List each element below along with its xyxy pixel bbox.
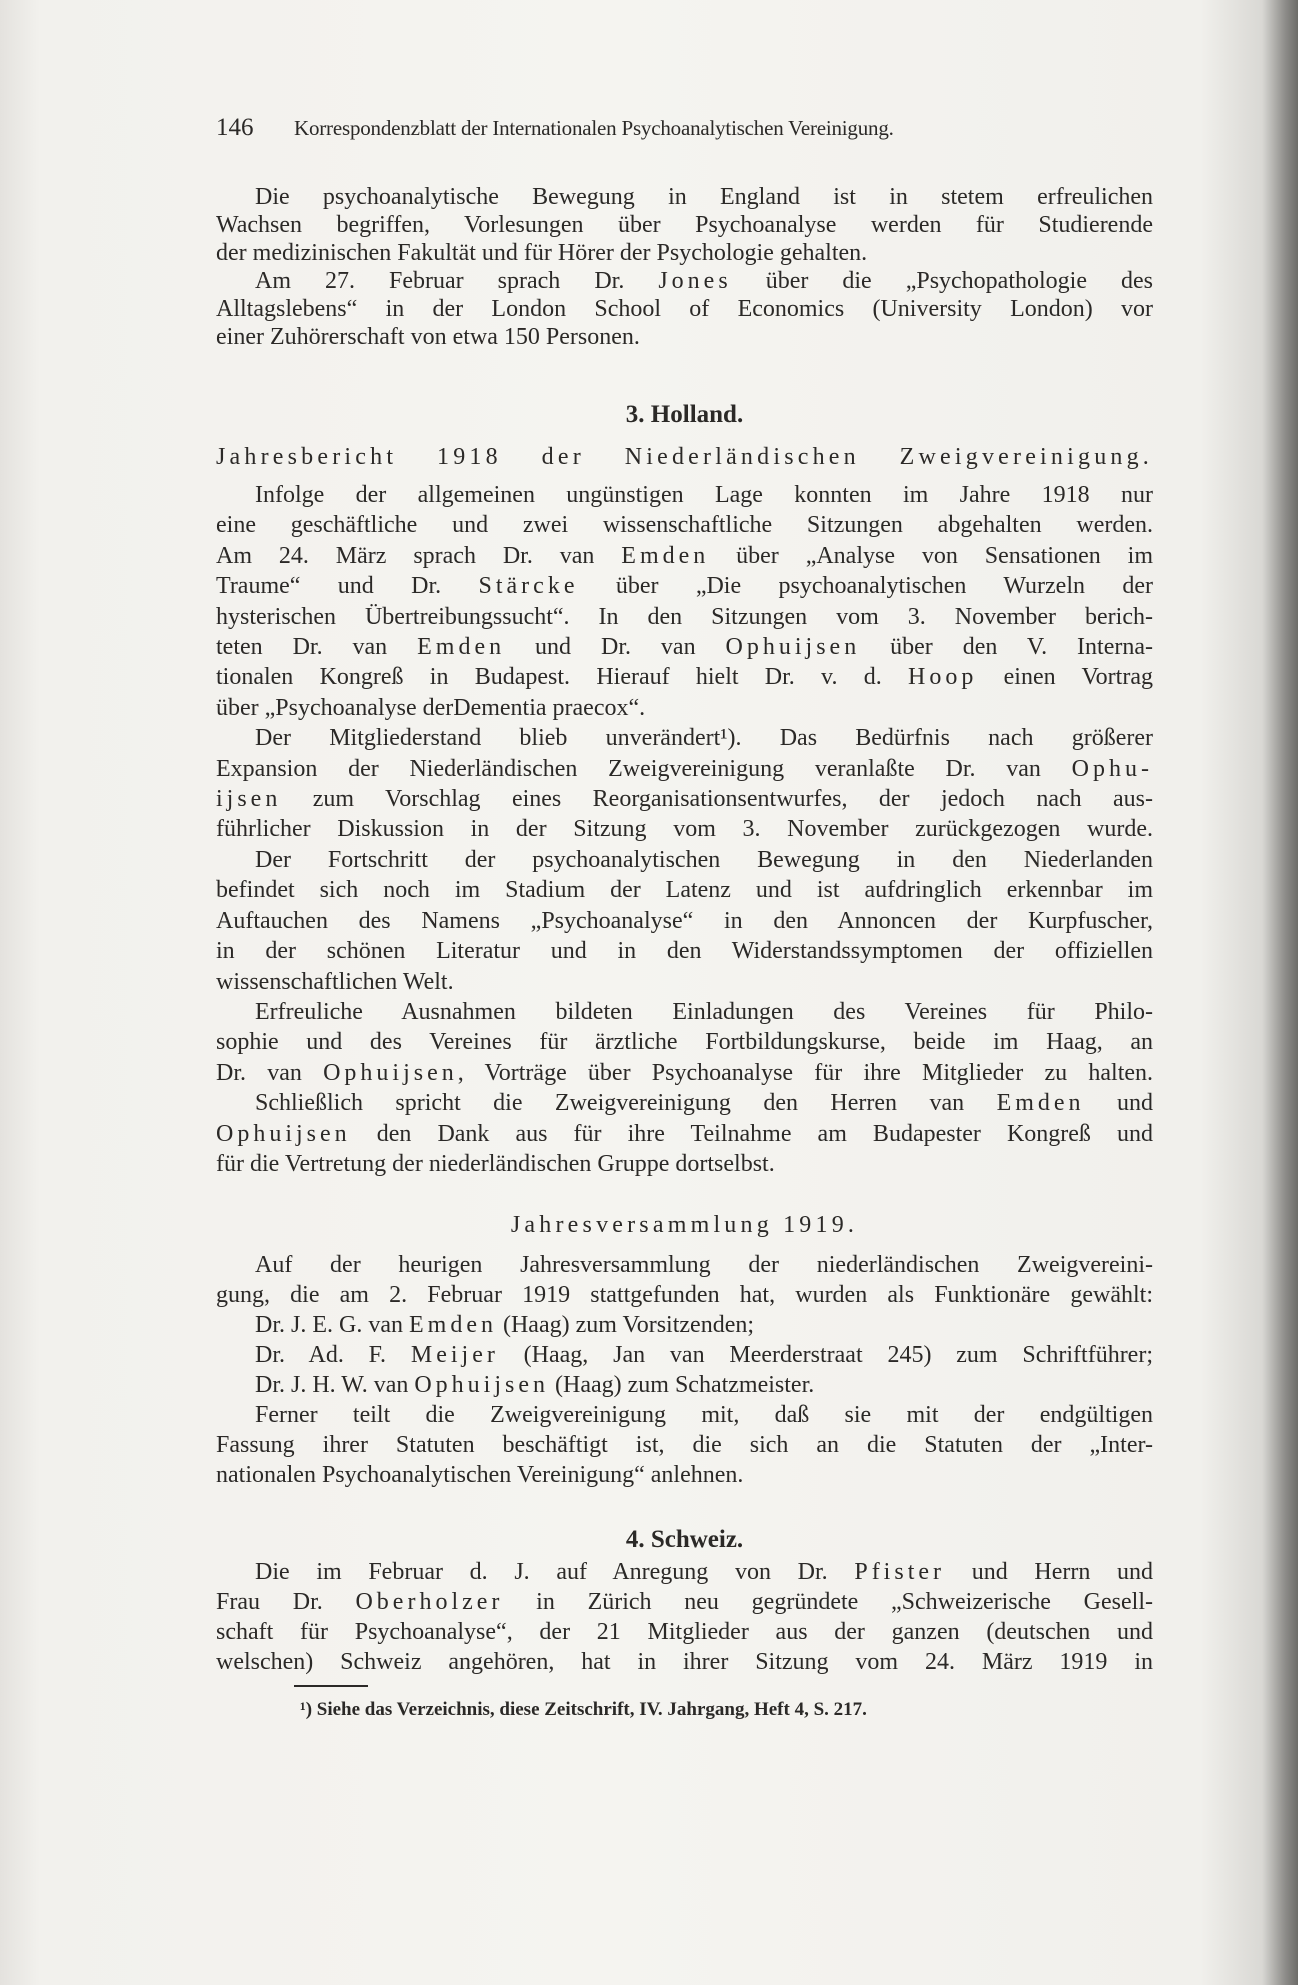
text-run: tionalen Kongreß in Budapest. Hierauf hielt Dr. v. d.: [216, 664, 909, 691]
text-run: Am 27. Februar sprach Dr.: [255, 268, 659, 294]
text-line: [216, 723, 1153, 753]
text-run: Die im Februar d. J. auf Anregung von Dr.: [255, 1559, 855, 1585]
text-line: [216, 1058, 1153, 1088]
text-run: Expansion der Niederländischen Zweigvereinigung veranlaßte Dr. van: [216, 755, 1072, 782]
section-heading-holland: 3. Holland.: [625, 401, 744, 428]
text-run: welschen) Schweiz angehören, hat in ihrer Sitzung vom 24. März 1919 in: [216, 1649, 1153, 1675]
text-run: für die Vertretung der niederländischen Gruppe dortselbst.: [216, 1150, 775, 1177]
text-line: [216, 480, 1153, 510]
spaced-name: Emden: [417, 634, 506, 661]
text-run: sophie und des Vereines für ärztliche Fortbildungskurse, beide im Haag, an: [216, 1029, 1153, 1056]
text-line: [216, 1340, 1153, 1370]
text-line: [216, 1370, 1153, 1400]
text-run: über den V. Interna-: [860, 634, 1154, 661]
text-run: hysterischen Übertreibungssucht“. In den Sitzungen vom 3. November berich-: [216, 603, 1153, 630]
text-run: über „Analyse von Sensationen im: [709, 542, 1153, 569]
text-run: führlicher Diskussion in der Sitzung vom 3. November zurückgezogen wurde.: [216, 816, 1153, 843]
text-run: zum Vorschlag eines Reorganisationsentwurfes, der jedoch nach aus-: [281, 786, 1153, 813]
text-run: (Haag) zum Schatzmeister.: [549, 1372, 815, 1398]
text-run: gung, die am 2. Februar 1919 stattgefunden hat, wurden als Funktionäre gewählt:: [216, 1282, 1153, 1308]
text-line: [216, 845, 1153, 875]
text-line: [216, 1460, 1153, 1490]
text-line: [216, 1587, 1153, 1617]
text-line: [216, 814, 1153, 844]
text-run: in der schönen Literatur und in den Widerstandssymptomen der offiziellen: [216, 938, 1153, 965]
spaced-name: Ophuijsen: [216, 1120, 351, 1147]
text-line: [216, 1027, 1153, 1057]
text-line: [216, 1617, 1153, 1647]
text-run: (Haag) zum Vorsitzenden;: [496, 1312, 755, 1338]
text-run: Auf der heurigen Jahresversammlung der niederländischen Zweigvereini-: [255, 1252, 1153, 1278]
text-line: [216, 1400, 1153, 1430]
text-line: [216, 967, 1153, 997]
spaced-name: Oberholzer: [355, 1589, 504, 1615]
text-run: einer Zuhörerschaft von etwa 150 Personen.: [216, 324, 640, 350]
text-run: nationalen Psychoanalytischen Vereinigung“ anlehnen.: [216, 1462, 744, 1488]
text-run: Infolge der allgemeinen ungünstigen Lage konnten im Jahre 1918 nur: [255, 482, 1153, 508]
text-run: eine geschäftliche und zwei wissenschaftliche Sitzungen abgehalten werden.: [216, 512, 1153, 539]
text-line: [216, 602, 1153, 632]
text-run: über „Psychoanalyse derDementia praecox“.: [216, 694, 646, 721]
text-run: und Herrn und: [945, 1559, 1154, 1585]
text-run: über „Die psychoanalytischen Wurzeln der: [578, 573, 1153, 600]
spaced-name: Stärcke: [478, 573, 579, 600]
text-line: [216, 906, 1153, 936]
text-line: [216, 510, 1153, 540]
spaced-name: Emden: [621, 542, 710, 569]
text-line: [216, 1149, 1153, 1179]
schweiz-paragraph: [216, 1557, 1153, 1677]
text-line: [216, 754, 1153, 784]
spaced-name: Ophuijsen: [323, 1059, 458, 1086]
text-line: [216, 1280, 1153, 1310]
text-run: (Haag, Jan van Meerderstraat 245) zum Schriftführer;: [498, 1342, 1153, 1368]
text-run: Dr. J. E. G. van: [255, 1312, 409, 1338]
text-line: [216, 1119, 1153, 1149]
text-run: Dr. Ad. F.: [255, 1342, 411, 1368]
text-run: Der Mitgliederstand blieb unverändert¹). Das Bedürfnis nach größerer: [255, 725, 1153, 752]
text-run: teten Dr. van: [216, 634, 418, 661]
text-run: wissenschaftlichen Welt.: [216, 968, 454, 995]
text-line: [216, 1250, 1153, 1280]
england-paragraphs: [216, 183, 1153, 351]
jahresversammlung-paragraphs: [216, 1250, 1153, 1490]
text-run: Traume“ und Dr.: [216, 573, 479, 600]
text-line: [216, 1647, 1153, 1677]
spaced-name: Ophuijsen: [725, 634, 861, 661]
text-line: [216, 632, 1153, 662]
text-run: Dr. van: [216, 1059, 324, 1086]
text-run: Am 24. März sprach Dr. van: [216, 542, 622, 569]
holland-paragraphs: [216, 480, 1153, 1179]
text-run: der medizinischen Fakultät und für Hörer der Psychologie gehalten.: [216, 240, 868, 266]
spaced-name: Pfister: [854, 1559, 946, 1585]
spaced-name: Ophuijsen: [414, 1372, 550, 1398]
text-line: [216, 1557, 1153, 1587]
running-title: Korrespondenzblatt der Internationalen Psychoanalytischen Vereinigung.: [294, 116, 894, 140]
text-line: [216, 267, 1153, 295]
text-run: den Dank aus für ihre Teilnahme am Budapester Kongreß und: [350, 1120, 1153, 1147]
text-line: [216, 1088, 1153, 1118]
subheading-jahresversammlung: Jahresversammlung 1919.: [510, 1212, 859, 1238]
text-run: Frau Dr.: [216, 1589, 356, 1615]
text-line: [216, 239, 1153, 267]
spaced-name: ijsen: [216, 786, 282, 813]
spaced-name: Jones: [658, 268, 732, 294]
text-run: Schließlich spricht die Zweigvereinigung den Herren van: [255, 1090, 997, 1117]
text-run: Fassung ihrer Statuten beschäftigt ist, die sich an die Statuten der „Inter-: [216, 1432, 1153, 1458]
text-line: [216, 784, 1153, 814]
spaced-name: Hoop: [908, 664, 978, 691]
text-run: Alltagslebens“ in der London School of Economics (University London) vor: [216, 296, 1153, 322]
text-line: [216, 211, 1153, 239]
text-line: [216, 936, 1153, 966]
text-run: schaft für Psychoanalyse“, der 21 Mitglieder aus der ganzen (deutschen und: [216, 1619, 1153, 1645]
text-line: [216, 541, 1153, 571]
section-heading-schweiz: 4. Schweiz.: [625, 1526, 744, 1553]
text-run: und Dr. van: [505, 634, 726, 661]
text-run: über die „Psychopathologie des: [731, 268, 1153, 294]
text-line: [216, 183, 1153, 211]
text-run: Wachsen begriffen, Vorlesungen über Psychoanalyse werden für Studierende: [216, 212, 1153, 238]
text-line: [216, 571, 1153, 601]
running-header: [216, 113, 1116, 143]
text-run: , Vorträge über Psychoanalyse für ihre Mitglieder zu halten.: [457, 1059, 1154, 1086]
spaced-name: Meijer: [410, 1342, 499, 1368]
text-line: [216, 1430, 1153, 1460]
text-run: Auftauchen des Namens „Psychoanalyse“ in den Annoncen der Kurpfuscher,: [216, 907, 1153, 934]
text-line: [216, 875, 1153, 905]
text-run: befindet sich noch im Stadium der Latenz und ist aufdringlich erkennbar im: [216, 877, 1153, 904]
text-line: [216, 295, 1153, 323]
spaced-name: Emden: [996, 1090, 1085, 1117]
text-run: Die psychoanalytische Bewegung in England ist in stetem erfreulichen: [255, 184, 1153, 210]
text-run: Dr. J. H. W. van: [255, 1372, 415, 1398]
subheading-jahresbericht: Jahresbericht 1918 der Niederländischen Zweigvereinigung.: [216, 444, 1153, 470]
text-line: [216, 1310, 1153, 1340]
text-run: in Zürich neu gegründete „Schweizerische Gesell-: [503, 1589, 1153, 1615]
text-run: Ferner teilt die Zweigvereinigung mit, daß sie mit der endgültigen: [255, 1402, 1153, 1428]
text-line: [216, 693, 1153, 723]
spaced-name: Ophu-: [1071, 755, 1153, 782]
page-number: 146: [216, 114, 254, 141]
spaced-name: Emden: [408, 1312, 497, 1338]
text-line: [216, 997, 1153, 1027]
text-line: [216, 662, 1153, 692]
footnote: ¹) Siehe das Verzeichnis, diese Zeitschrift, IV. Jahrgang, Heft 4, S. 217.: [300, 1699, 867, 1720]
text-run: einen Vortrag: [977, 664, 1153, 691]
text-run: Erfreuliche Ausnahmen bildeten Einladungen des Vereines für Philo-: [255, 998, 1153, 1025]
text-run: Der Fortschritt der psychoanalytischen Bewegung in den Niederlanden: [255, 846, 1153, 873]
text-line: [216, 323, 1153, 351]
text-run: und: [1084, 1090, 1154, 1117]
footnote-divider: [294, 1685, 368, 1687]
